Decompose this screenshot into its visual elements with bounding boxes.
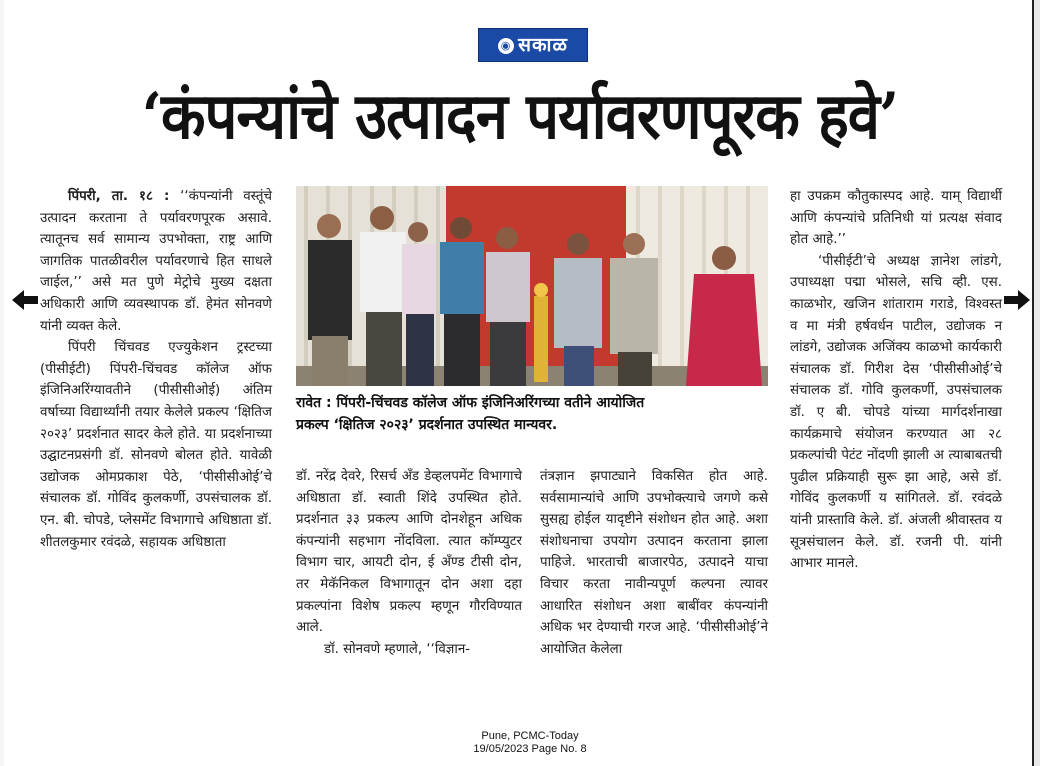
- scrollbar-track[interactable]: [1034, 0, 1040, 766]
- event-photo: [296, 186, 768, 386]
- col2-para-1: डॉ. नरेंद्र देवरे, रिसर्च अँड डेव्हलपमेंट विभागाचे अधिष्ठाता डॉ. स्वाती शिंदे उपस्थित होते. प्रदर्शनात ३३ प्रकल्प आणि दोनशेहून अधिक कंपन्यांनी सहभाग नोंदविला. त्यात कॉम्प्युटर विभाग चार, आयटी दोन, ई अँण्ड टीसी दोन, तर मेकॅनिकल विभागातून दोन अशा दहा प्रकल्पांना विशेष प्रकल्प म्हणून गौरविण्यात आले.: [296, 469, 522, 636]
- sakal-logo: [478, 28, 588, 62]
- arrow-right-icon[interactable]: [1004, 290, 1030, 313]
- col1-para-1-text: ‘‘कंपन्यांनी वस्तूंचे उत्पादन करताना ते पर्यावरणपूरक असावे. त्यातूनच सर्व सामान्य उपभोक्ता, राष्ट्र आणि जागतिक पातळीवरील पर्यावरणाचे हित साधले जाईल,’’ असे मत पुणे मेट्रोचे मुख्य दक्षता अधिकारी आणि व्यवस्थापक डॉ. हेमंत सोनवणे यांनी व्यक्त केले.: [40, 189, 272, 334]
- col2-para-2: डॉ. सोनवणे म्हणाले, ‘‘विज्ञान-: [324, 641, 471, 657]
- caption-line-1: रावेत : पिंपरी-चिंचवड कॉलेज ऑफ इंजिनिअरिंगच्या वतीने आयोजित: [296, 395, 645, 411]
- dateline: पिंपरी, ता. १८ :: [68, 189, 170, 204]
- footer-date-page: 19/05/2023 Page No. 8: [473, 743, 587, 755]
- article-column-2: [296, 466, 522, 660]
- col3-para-1: तंत्रज्ञान झपाट्याने विकसित होत आहे. सर्वसामान्यांचे आणि उपभोक्त्याचे जगणे कसे सुसह्य होईल यादृष्टीने संशोधन होत आहे. अशा संशोधनाचा उपयोग उत्पादन करताना झाला पाहिजे. भारताची बाजारपेठ, उत्पादने याचा विचार करता नावीन्यपूर्ण कल्पना त्यावर आधारित संशोधन अशा बाबींवर कंपन्यांनी अधिक भर देण्याची गरज आहे. ‘पीसीसीओई’ने आयोजित केलेला: [540, 469, 768, 657]
- col1-para-2: पिंपरी चिंचवड एज्युकेशन ट्रस्टच्या (पीसीईटी) पिंपरी-चिंचवड कॉलेज ऑफ इंजिनिअरिंग्यावतीने (पीसीसीओई) अंतिम वर्षाच्या विद्यार्थ्यांनी तयार केलेले प्रकल्प ‘क्षितिज २०२३’ प्रदर्शनात सादर केले होते. या प्रदर्शनाच्या उद्घाटनप्रसंगी डॉ. सोनवणे बोलत होते. यावेळी उद्योजक ओमप्रकाश पेठे, ‘पीसीसीओई’चे संचालक डॉ. गोविंद कुलकर्णी, उपसंचालक डॉ. एन. बी. चोपडे, प्लेसमेंट विभागाचे अधिष्ठाता डॉ. शीतलकुमार रवंदळे, सहायक अधिष्ठाता: [40, 340, 272, 550]
- footer-edition: Pune, PCMC-Today: [481, 730, 579, 742]
- col4-para-1: हा उपक्रम कौतुकास्पद आहे. याम् विद्यार्थी आणि कंपन्यांचे प्रतिनिधी यां प्रत्यक्ष संवाद होत आहे.’’: [790, 189, 1002, 248]
- photo-caption: [296, 392, 776, 436]
- col1-para-1: [40, 186, 272, 337]
- arrow-left-icon[interactable]: [12, 290, 38, 313]
- logo-text: सकाळ: [518, 34, 568, 56]
- caption-line-2: प्रकल्प ‘क्षितिज २०२३’ प्रदर्शनात उपस्थित मान्यवर.: [296, 417, 558, 433]
- article-column-1: [40, 186, 272, 553]
- page-footer: [420, 730, 640, 756]
- col4-para-2: ‘पीसीईटी’चे अध्यक्ष ज्ञानेश लांडगे, उपाध्यक्षा पद्मा भोसले, सचि व्ही. एस. काळभोर, खजिन शांताराम गराडे, विश्‍वस्त व मा मंत्री हर्षवर्धन पाटील, उद्योजक न लांडगे, उद्योजक अजिंक्य काळभो कार्यकारी संचालक डॉ. गिरीश देस ‘पीसीसीओई’चे संचालक डॉ. गोवि कुलकर्णी, उपसंचालक डॉ. ए बी. चोपडे यांच्या मार्गदर्शनाखा कार्यक्रमाचे संयोजन करण्यात आ २८ प्रकल्पांची पेटंट नोंदणी झाली अ त्याबाबतची पुढील प्रक्रियाही सुरू झा आहे, असे डॉ. गोविंद कुलकर्णी य सांगितले. डॉ. रवंदळे यांनी प्रास्तावि केले. डॉ. अंजली श्रीवास्तव य सूत्रसंचालन केले. डॉ. रजनी पी. यांनी आभार मानले.: [790, 253, 1002, 572]
- logo-symbol: ◉: [498, 38, 514, 54]
- article-column-3: [540, 466, 768, 660]
- article-column-4: [790, 186, 1002, 575]
- headline: ‘कंपन्यांचे उत्पादन पर्यावरणपूरक हवे’: [141, 78, 899, 154]
- photo-illustration: [296, 186, 768, 386]
